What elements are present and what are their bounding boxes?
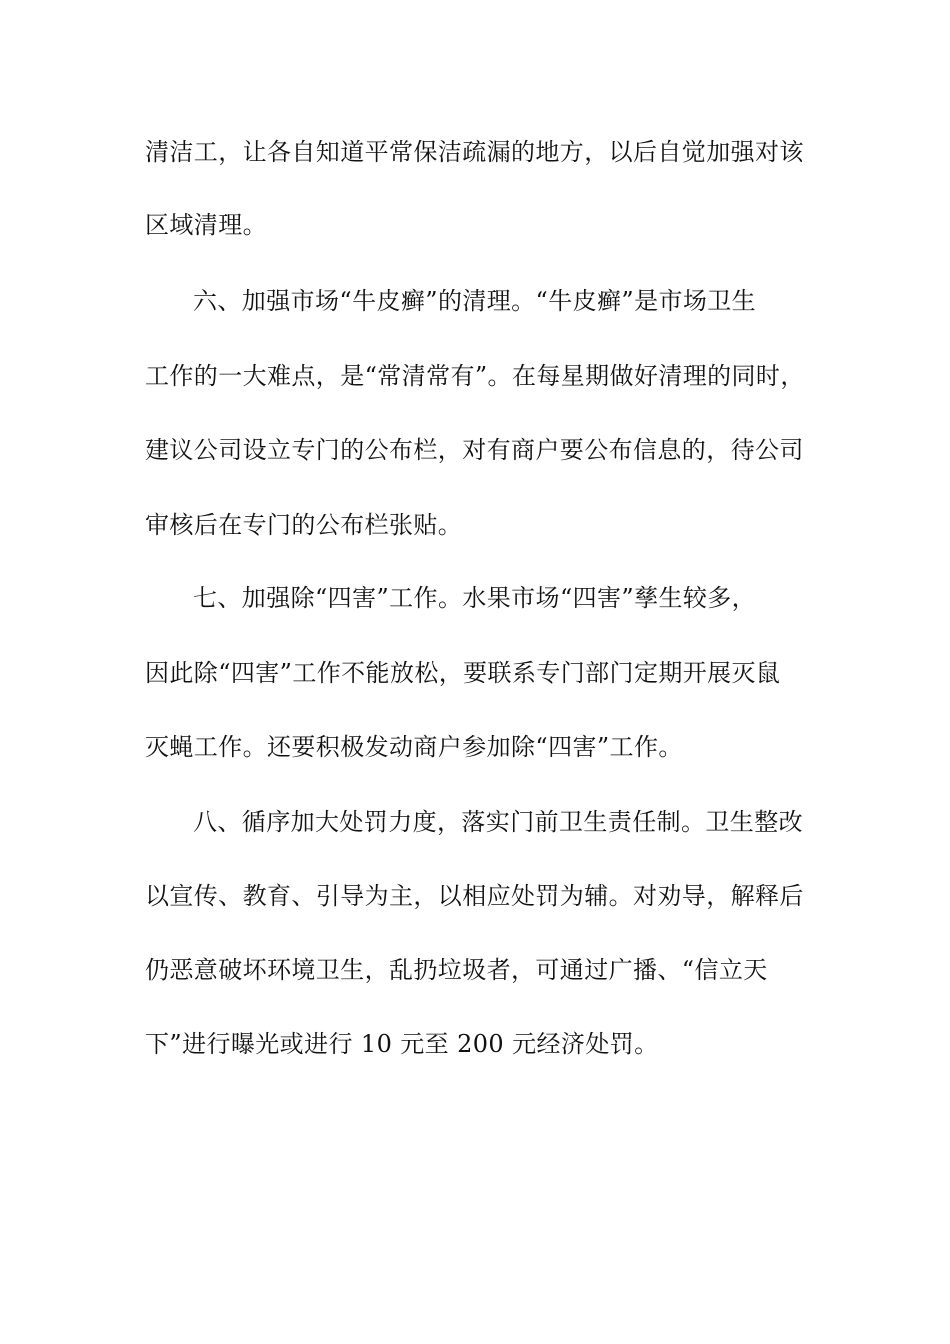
text-line: 区域清理。 <box>145 211 267 239</box>
text-line: 因此除“四害”工作不能放松，要联系专门部门定期开展灭鼠 <box>145 659 781 687</box>
text-line: 仍恶意破坏环境卫生，乱扔垃圾者，可通过广播、“信立天 <box>145 956 768 984</box>
text-line: 建议公司设立专门的公布栏，对有商户要公布信息的，待公司 <box>145 436 804 464</box>
text-line: 下”进行曝光或进行 10 元至 200 元经济处罚。 <box>145 1030 659 1058</box>
text-line: 清洁工，让各自知道平常保洁疏漏的地方，以后自觉加强对该 <box>145 138 804 166</box>
paragraph-six-start: 六、加强市场“牛皮癣”的清理。“牛皮癣”是市场卫生 <box>193 287 757 315</box>
text-line: 灭蝇工作。还要积极发动商户参加除“四害”工作。 <box>145 733 683 761</box>
text-line: 审核后在专门的公布栏张贴。 <box>145 511 463 539</box>
paragraph-eight-start: 八、循序加大处罚力度，落实门前卫生责任制。卫生整改 <box>193 808 803 836</box>
text-line: 工作的一大难点，是“常清常有”。在每星期做好清理的同时， <box>145 362 805 390</box>
paragraph-seven-start: 七、加强除“四害”工作。水果市场“四害”孳生较多， <box>193 584 757 612</box>
text-line: 以宣传、教育、引导为主，以相应处罚为辅。对劝导，解释后 <box>145 882 804 910</box>
